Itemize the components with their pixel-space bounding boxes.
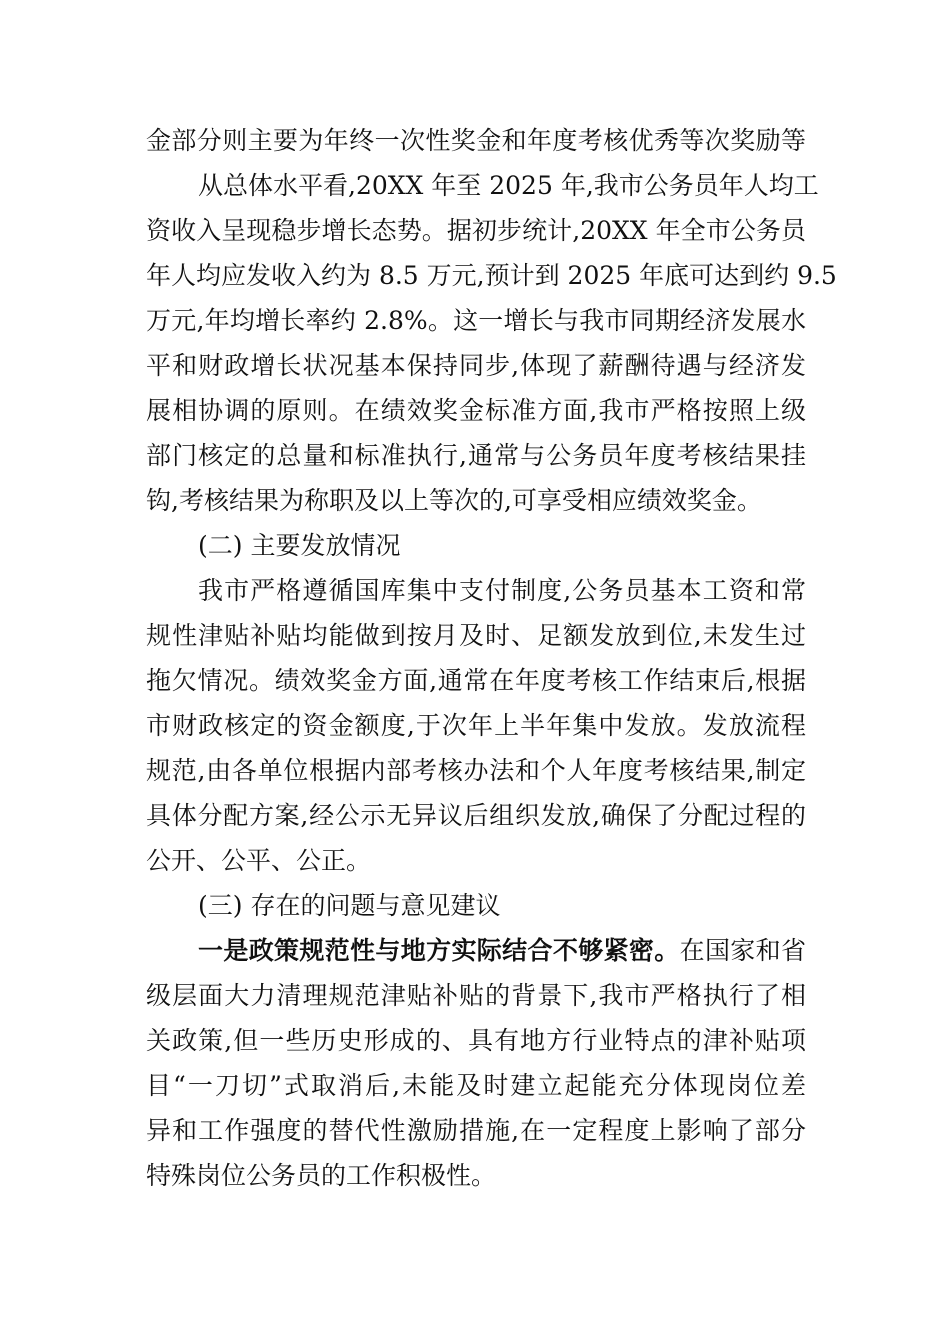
paragraph-line: 公开、公平、公正。: [146, 846, 372, 875]
paragraph-line: 特殊岗位公务员的工作积极性。: [146, 1161, 497, 1190]
paragraph-line: 具体分配方案,经公示无异议后组织发放,确保了分配过程的: [146, 801, 806, 830]
paragraph-line: 级层面大力清理规范津贴补贴的背景下,我市严格执行了相: [146, 981, 806, 1010]
paragraph-line: 年人均应发收入约为 8.5 万元,预计到 2025 年底可达到约 9.5: [146, 261, 837, 290]
paragraph-line: 万元,年均增长率约 2.8%。这一增长与我市同期经济发展水: [146, 306, 806, 335]
paragraph-line: 目“一刀切”式取消后,未能及时建立起能充分体现岗位差: [146, 1071, 806, 1100]
paragraph-line: 平和财政增长状况基本保持同步,体现了薪酬待遇与经济发: [146, 351, 806, 380]
paragraph-line: 市财政核定的资金额度,于次年上半年集中发放。发放流程: [146, 711, 806, 740]
paragraph-line: 钩,考核结果为称职及以上等次的,可享受相应绩效奖金。: [146, 486, 762, 515]
paragraph-line: 部门核定的总量和标准执行,通常与公务员年度考核结果挂: [146, 441, 806, 470]
paragraph-line: 从总体水平看,20XX 年至 2025 年,我市公务员年人均工: [198, 171, 819, 200]
paragraph-line: 规范,由各单位根据内部考核办法和个人年度考核结果,制定: [146, 756, 806, 785]
paragraph-line: 关政策,但一些历史形成的、具有地方行业特点的津补贴项: [146, 1026, 806, 1055]
paragraph-line: [198, 931, 806, 971]
paragraph-line: 资收入呈现稳步增长态势。据初步统计,20XX 年全市公务员: [146, 216, 806, 245]
section-heading: (三) 存在的问题与意见建议: [198, 891, 501, 920]
paragraph-line: 规性津贴补贴均能做到按月及时、足额发放到位,未发生过: [146, 621, 806, 650]
paragraph-line: 拖欠情况。绩效奖金方面,通常在年度考核工作结束后,根据: [146, 666, 806, 695]
paragraph-line: 异和工作强度的替代性激励措施,在一定程度上影响了部分: [146, 1116, 806, 1145]
bold-lead-text: 一是政策规范性与地方实际结合不够紧密。: [198, 936, 680, 965]
paragraph-line: 展相协调的原则。在绩效奖金标准方面,我市严格按照上级: [146, 396, 806, 425]
paragraph-text: 在国家和省: [679, 936, 806, 965]
paragraph-line: 我市严格遵循国库集中支付制度,公务员基本工资和常: [198, 576, 806, 605]
section-heading: (二) 主要发放情况: [198, 531, 401, 560]
paragraph-line: 金部分则主要为年终一次性奖金和年度考核优秀等次奖励等: [146, 126, 806, 155]
